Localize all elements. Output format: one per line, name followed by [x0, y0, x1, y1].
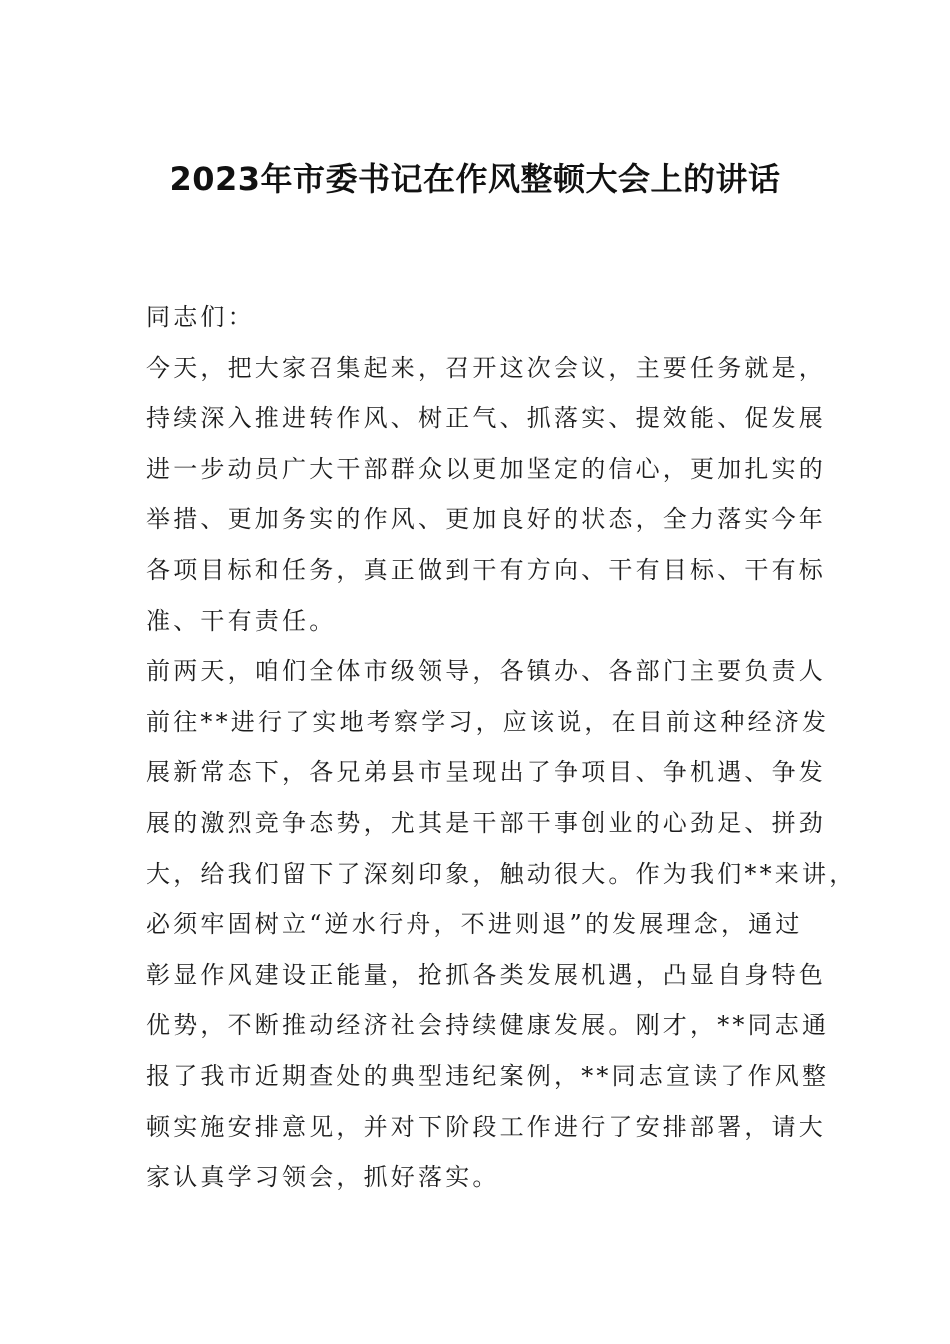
- text-line: 彰显作风建设正能量，抢抓各类发展机遇，凸显自身特色: [146, 960, 826, 989]
- document-body: [146, 292, 857, 1203]
- text-line: 优势，不断推动经济社会持续健康发展。刚才，**同志通: [146, 1011, 830, 1040]
- text-line: 展新常态下，各兄弟县市呈现出了争项目、争机遇、争发: [146, 758, 826, 787]
- text-line: 前两天，咱们全体市级领导，各镇办、各部门主要负责人: [146, 657, 826, 686]
- text-line: 举措、更加务实的作风、更加良好的状态，全力落实今年: [146, 505, 826, 534]
- text-line: 家认真学习领会，抓好落实。: [146, 1163, 500, 1192]
- text-line: 持续深入推进转作风、树正气、抓落实、提效能、促发展: [146, 404, 826, 433]
- text-line: 前往**进行了实地考察学习，应该说，在目前这种经济发: [146, 707, 830, 736]
- page-title: 2023年市委书记在作风整顿大会上的讲话: [169, 160, 781, 198]
- text-line: 大，给我们留下了深刻印象，触动很大。作为我们**来讲，: [146, 859, 857, 888]
- text-line: 必须牢固树立“逆水行舟，不进则退”的发展理念，通过: [146, 910, 803, 939]
- text-line: 报了我市近期查处的典型违纪案例，**同志宣读了作风整: [146, 1061, 830, 1090]
- greeting-line: 同志们：: [146, 303, 255, 331]
- text-line: 进一步动员广大干部群众以更加坚定的信心，更加扎实的: [146, 454, 826, 483]
- text-line: 展的激烈竞争态势，尤其是干部干事创业的心劲足、拼劲: [146, 808, 826, 837]
- text-line: 各项目标和任务，真正做到干有方向、干有目标、干有标: [146, 555, 826, 584]
- text-line: 准、干有责任。: [146, 606, 337, 635]
- text-line: 今天，把大家召集起来，召开这次会议，主要任务就是，: [146, 353, 826, 382]
- text-line: 顿实施安排意见，并对下阶段工作进行了安排部署，请大: [146, 1112, 826, 1141]
